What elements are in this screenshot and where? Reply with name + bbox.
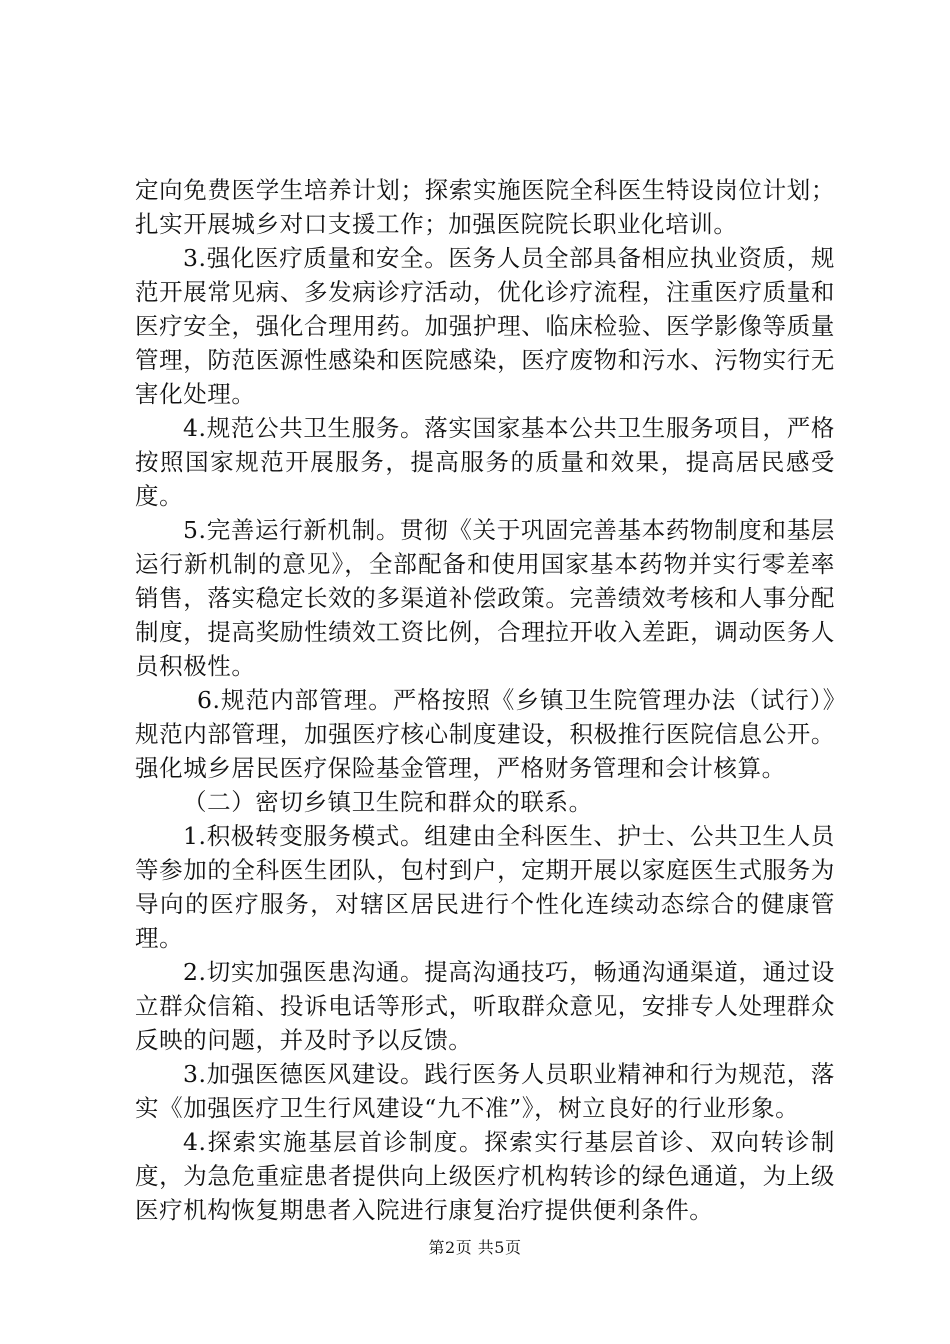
paragraph-continuation: 定向免费医学生培养计划；探索实施医院全科医生特设岗位计划；扎实开展城乡对口支援工作；加强医院院长职业化培训。 xyxy=(135,176,835,238)
section-heading-public-relations: （二）密切乡镇卫生院和群众的联系。 xyxy=(183,788,593,816)
paragraph-service-model: 1.积极转变服务模式。组建由全科医生、护士、公共卫生人员等参加的全科医生团队，包村到户，定期开展以家庭医生式服务为导向的医疗服务，对辖区居民进行个性化连续动态综合的健康管理。 xyxy=(135,822,835,952)
paragraph-public-health: 4.规范公共卫生服务。落实国家基本公共卫生服务项目，严格按照国家规范开展服务，提高服务的质量和效果，提高居民感受度。 xyxy=(135,414,835,510)
paragraph-doctor-patient-communication: 2.切实加强医患沟通。提高沟通技巧，畅通沟通渠道，通过设立群众信箱、投诉电话等形式，听取群众意见，安排专人处理群众反映的问题，并及时予以反馈。 xyxy=(135,958,835,1054)
paragraph-operating-mechanism: 5.完善运行新机制。贯彻《关于巩固完善基本药物制度和基层运行新机制的意见》，全部配备和使用国家基本药物并实行零差率销售，落实稳定长效的多渠道补偿政策。完善绩效考核和人事分配制度，提高奖励性绩效工资比例，合理拉开收入差距，调动医务人员积极性。 xyxy=(135,516,835,680)
paragraph-internal-management: 6.规范内部管理。严格按照《乡镇卫生院管理办法（试行）》规范内部管理，加强医疗核心制度建设，积极推行医院信息公开。强化城乡居民医疗保险基金管理，严格财务管理和会计核算。 xyxy=(135,686,835,782)
page-number-footer: 第2页 共5页 xyxy=(428,1238,522,1257)
document-body xyxy=(135,173,835,1227)
paragraph-medical-ethics: 3.加强医德医风建设。践行医务人员职业精神和行为规范，落实《加强医疗卫生行风建设“九不准”》，树立良好的行业形象。 xyxy=(135,1060,835,1122)
paragraph-primary-diagnosis: 4.探索实施基层首诊制度。探索实行基层首诊、双向转诊制度，为急危重症患者提供向上级医疗机构转诊的绿色通道，为上级医疗机构恢复期患者入院进行康复治疗提供便利条件。 xyxy=(135,1128,835,1224)
paragraph-medical-quality: 3.强化医疗质量和安全。医务人员全部具备相应执业资质，规范开展常见病、多发病诊疗活动，优化诊疗流程，注重医疗质量和医疗安全，强化合理用药。加强护理、临床检验、医学影像等质量管理，防范医源性感染和医院感染，医疗废物和污水、污物实行无害化处理。 xyxy=(135,244,835,408)
